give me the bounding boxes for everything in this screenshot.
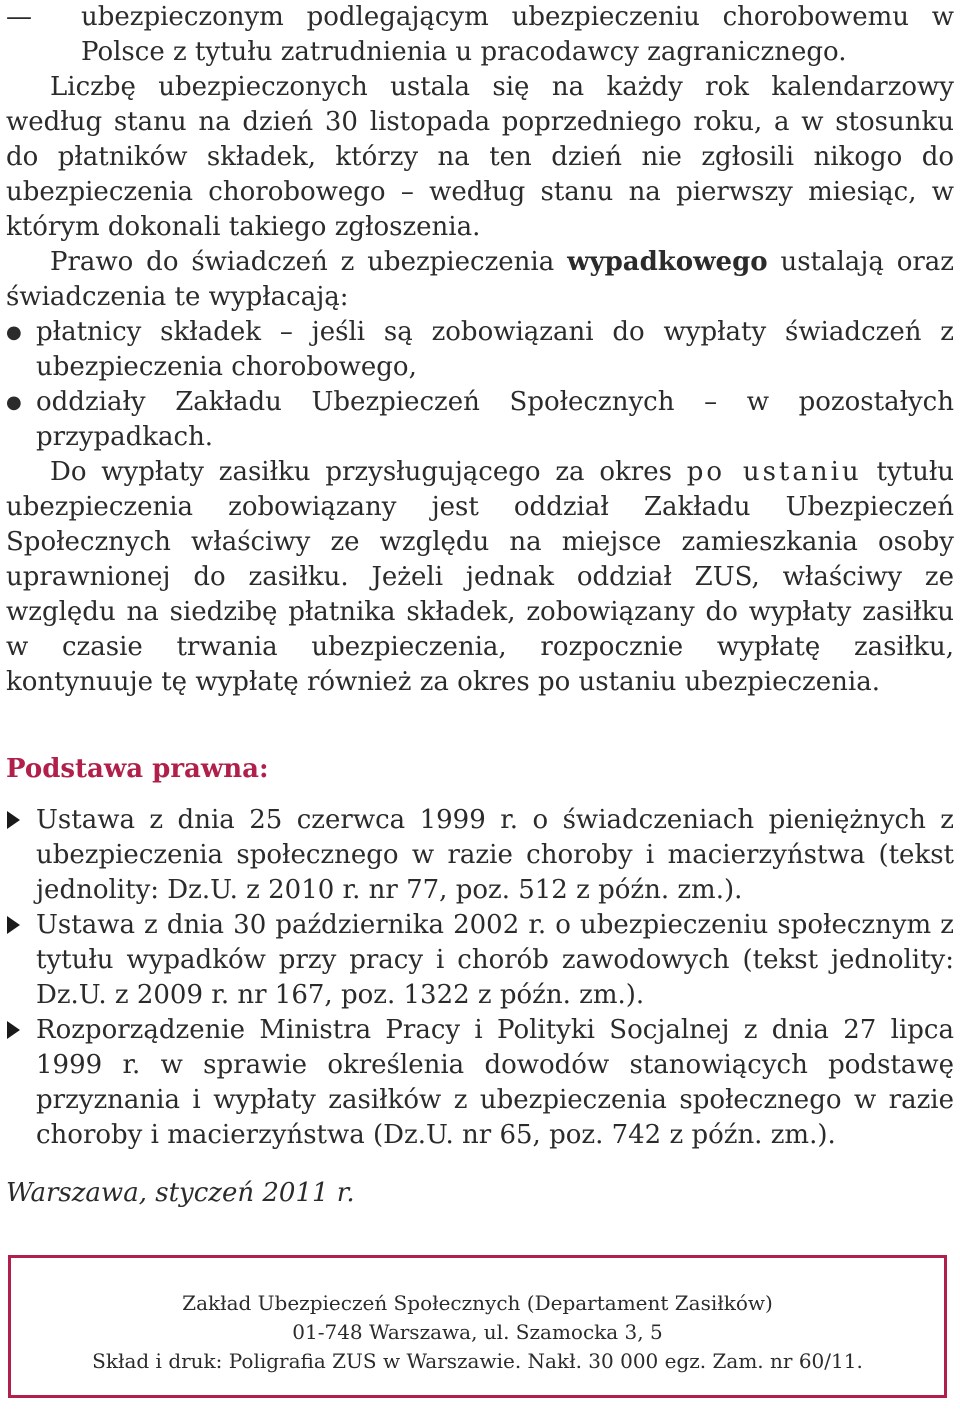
- bullet-marker: ●: [6, 322, 22, 343]
- footer-box: [8, 1255, 947, 1398]
- paragraph-payout-text-end: tytułu ubezpieczenia zobowiązany jest oddział Zakładu Ubezpieczeń Społecznych właściwy ze względu na miejsce zamieszkania osoby uprawnionej do zasiłku. Jeżeli jednak oddział ZUS, właściwy ze względu na siedzibę płatnika składek, zobowiązany do wypłaty zasiłku w czasie trwania ubezpieczenia, rozpocznie wypłatę zasiłku, kontynuuje tę wypłatę również za okres po ustaniu ubezpieczenia.: [6, 457, 955, 697]
- dash-item-text: ubezpieczonym podlegającym ubezpieczeniu chorobowemu w Polsce z tytułu zatrudnienia u pracodawcy zagranicznego.: [81, 2, 954, 67]
- bullet-item-text: oddziały Zakładu Ubezpieczeń Społecznych – w pozostałych przypadkach.: [36, 387, 954, 452]
- bullet-item: [6, 315, 954, 385]
- dash-list-item: [6, 0, 954, 70]
- bullet-marker: ●: [6, 392, 22, 413]
- legal-basis-item-text: Ustawa z dnia 25 czerwca 1999 r. o świadczeniach pieniężnych z ubezpieczenia społecznego w razie choroby i macierzyństwa (tekst jednolity: Dz.U. z 2010 r. nr 77, poz. 512 z późn. zm.).: [36, 805, 954, 905]
- dash-marker: —: [6, 2, 32, 32]
- footer-address: 01-748 Warszawa, ul. Szamocka 3, 5: [292, 1320, 663, 1344]
- legal-basis-item-text: Rozporządzenie Ministra Pracy i Polityki Socjalnej z dnia 27 lipca 1999 r. w sprawie określenia dowodów stanowiących podstawę przyznania i wypłaty zasiłków z ubezpieczenia społecznego w razie choroby i macierzyństwa (Dz.U. nr 65, poz. 742 z późn. zm.).: [36, 1015, 954, 1150]
- legal-basis-item-text: Ustawa z dnia 30 października 2002 r. o ubezpieczeniu społecznym z tytułu wypadków przy pracy i chorób zawodowych (tekst jednolity: Dz.U. z 2009 r. nr 167, poz. 1322 z późn. zm.).: [36, 910, 954, 1010]
- paragraph-accident-text-start: Prawo do świadczeń z ubezpieczenia: [50, 247, 555, 277]
- paragraph-payout: [6, 455, 954, 700]
- legal-basis-item: [6, 803, 954, 908]
- document-page: [6, 0, 954, 1211]
- paragraph-accident-bold: wypadkowego: [567, 247, 768, 277]
- paragraph-payout-text-start: Do wypłaty zasiłku przysługującego za okres: [50, 457, 672, 487]
- legal-basis-item: [6, 1013, 954, 1153]
- date-place: Warszawa, styczeń 2011 r.: [6, 1178, 355, 1208]
- paragraph-accident-insurance: [6, 245, 954, 315]
- paragraph-accident-text-end: ustalają oraz świadczenia te wypłacają:: [6, 247, 955, 312]
- triangle-bullet-icon: [7, 1021, 20, 1039]
- bullet-item: [6, 385, 954, 455]
- paragraph-insured-count: Liczbę ubezpieczonych ustala się na każdy rok kalendarzowy według stanu na dzień 30 listopada poprzedniego roku, a w stosunku do płatników składek, którzy na ten dzień nie zgłosili nikogo do ubezpieczenia chorobowego – według stanu na pierwszy miesiąc, w którym dokonali takiego zgłoszenia.: [6, 72, 954, 242]
- paragraph-payout-spaced: po ustaniu: [686, 457, 862, 487]
- footer-publisher: Zakład Ubezpieczeń Społecznych (Departament Zasiłków): [182, 1291, 773, 1315]
- bullet-item-text: płatnicy składek – jeśli są zobowiązani do wypłaty świadczeń z ubezpieczenia chorobowego,: [36, 317, 954, 382]
- triangle-bullet-icon: [7, 811, 20, 829]
- footer-print-info: Skład i druk: Poligrafia ZUS w Warszawie. Nakł. 30 000 egz. Zam. nr 60/11.: [92, 1349, 863, 1373]
- legal-basis-item: [6, 908, 954, 1013]
- triangle-bullet-icon: [7, 916, 20, 934]
- legal-basis-heading: Podstawa prawna:: [6, 754, 269, 784]
